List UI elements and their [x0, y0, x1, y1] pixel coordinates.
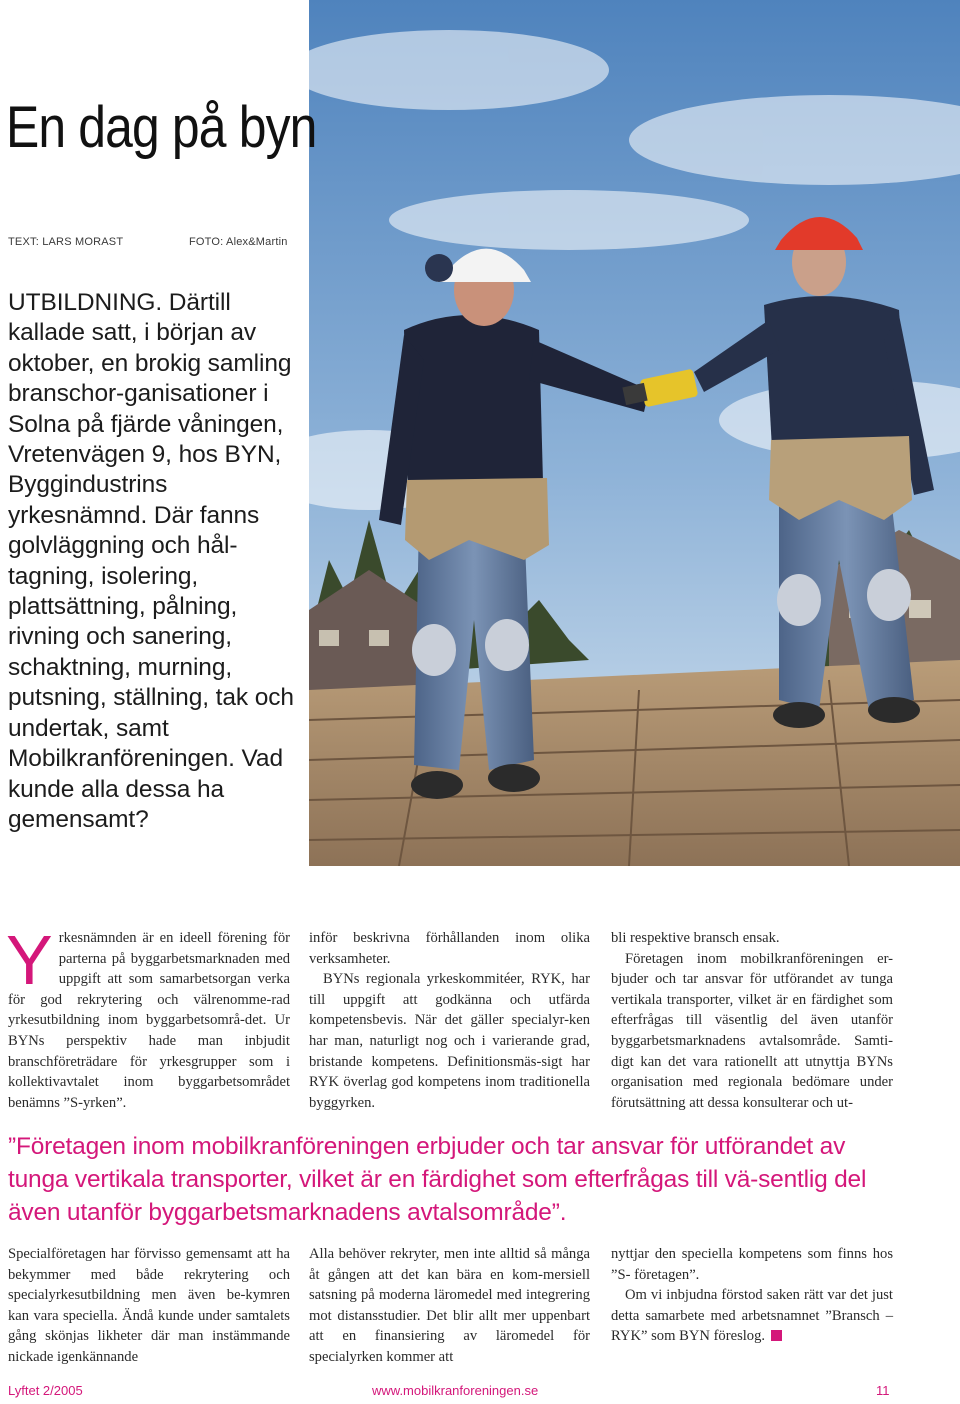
lead-paragraph: UTBILDNING. Därtill kallade satt, i början av oktober, en brokig samling branschor-ganisationer i Solna på fjärde våningen, Vretenvägen 9, hos BYN, Byggindustrins yrkesnämnd. Där fanns golvläggning och hål-tagning, isolering, plattsättning, pålning, rivning och sanering, schaktning, murning, putsning, ställning, tak och undertak, samt Mobilkranföreningen. Vad kunde alla dessa ha gemensamt?	[8, 289, 294, 833]
construction-workers-photo	[309, 0, 960, 866]
body-column-1	[6, 921, 290, 1113]
body-column-4	[8, 1244, 290, 1368]
body-column-3	[611, 928, 893, 1113]
body-column-2	[309, 928, 590, 1113]
paragraph	[611, 1285, 893, 1347]
photo-credit: FOTO: Alex&Martin	[189, 236, 288, 248]
paragraph: inför beskrivna förhållanden inom olika verksamheter.	[309, 930, 590, 967]
text-credit: TEXT: LARS MORAST	[8, 236, 124, 248]
paragraph: bli respektive bransch ensak.	[611, 930, 780, 946]
drop-cap: Y	[6, 921, 53, 999]
page-number: 11	[876, 1383, 890, 1398]
paragraph: nyttjar den speciella kompetens som finns hos ”S- företagen”.	[611, 1246, 893, 1283]
article-title: En dag på byn	[6, 95, 317, 160]
paragraph: BYNs regionala yrkeskommitéer, RYK, har till uppgift att godkänna och utfärda kompetensbevis. När det gäller specialyr-ken har man, naturligt nog och i varierande grad, bristande kompetens. Definitionsmäs-sigt har RYK överlag god kompetens inom traditionella byggyrken.	[309, 971, 590, 1111]
paragraph: Alla behöver rekryter, men inte alltid så många åt gången att det kan bära en kom-mersiell satsning på moderna läromedel med integrering mot distansstudier. Det blir allt mer uppenbart att en finansiering av läromedel för specialyrken kommer att	[309, 1246, 590, 1365]
issue-label: Lyftet 2/2005	[8, 1383, 83, 1398]
paragraph: Specialföretagen har förvisso gemensamt att ha bekymmer med både rekrytering och specialyrkesutbildning men även be-kymren kan vara speciella. Ändå kunde under samtalets gång skönjas likheter där man instämmande nickade igenkännande	[8, 1246, 290, 1365]
website-link[interactable]: www.mobilkranforeningen.se	[372, 1383, 539, 1398]
paragraph: Företagen inom mobilkranföreningen er-bjuder och tar ansvar för utförandet av tunga vertikala transporter, vilket är en färdighet som efterfrågas till väsentlig del även utanför byggarbetsmarknadens avtalsområde. Samti-digt kan det vara rationellt att utnyttja BYNs organisation med regionala bedömare under förutsättning att dessa konsulterar och ut-	[611, 950, 893, 1111]
body-column-6	[611, 1244, 893, 1347]
article-photo	[309, 0, 960, 866]
body-column-5	[309, 1244, 590, 1368]
end-mark-icon	[771, 1330, 782, 1341]
paragraph-text: Om vi inbjudna förstod saken rätt var det just detta samarbete med arbetsnamnet ”Bransch – RYK” som BYN föreslog.	[611, 1287, 893, 1345]
paragraph: rkesnämnden är en ideell förening för parterna på byggarbetsmarknaden med uppgift att som samarbetsorgan verka för god rekrytering och välrenomme-rad yrkesutbildning inom byggarbetsområ-det. Ur BYNs perspektiv hade man inbjudit branschföreträdare för yrkesgrupper som i kollektivavtalet inom byggarbetsområdet benämns ”S-yrken”.	[8, 930, 290, 1111]
pull-quote: ”Företagen inom mobilkranföreningen erbjuder och tar ansvar för utförandet av tunga vertikala transporter, vilket är en färdighet som efterfrågas till vä-sentlig del även utanför byggarbetsmarknadens avtalsområde”.	[8, 1133, 867, 1226]
